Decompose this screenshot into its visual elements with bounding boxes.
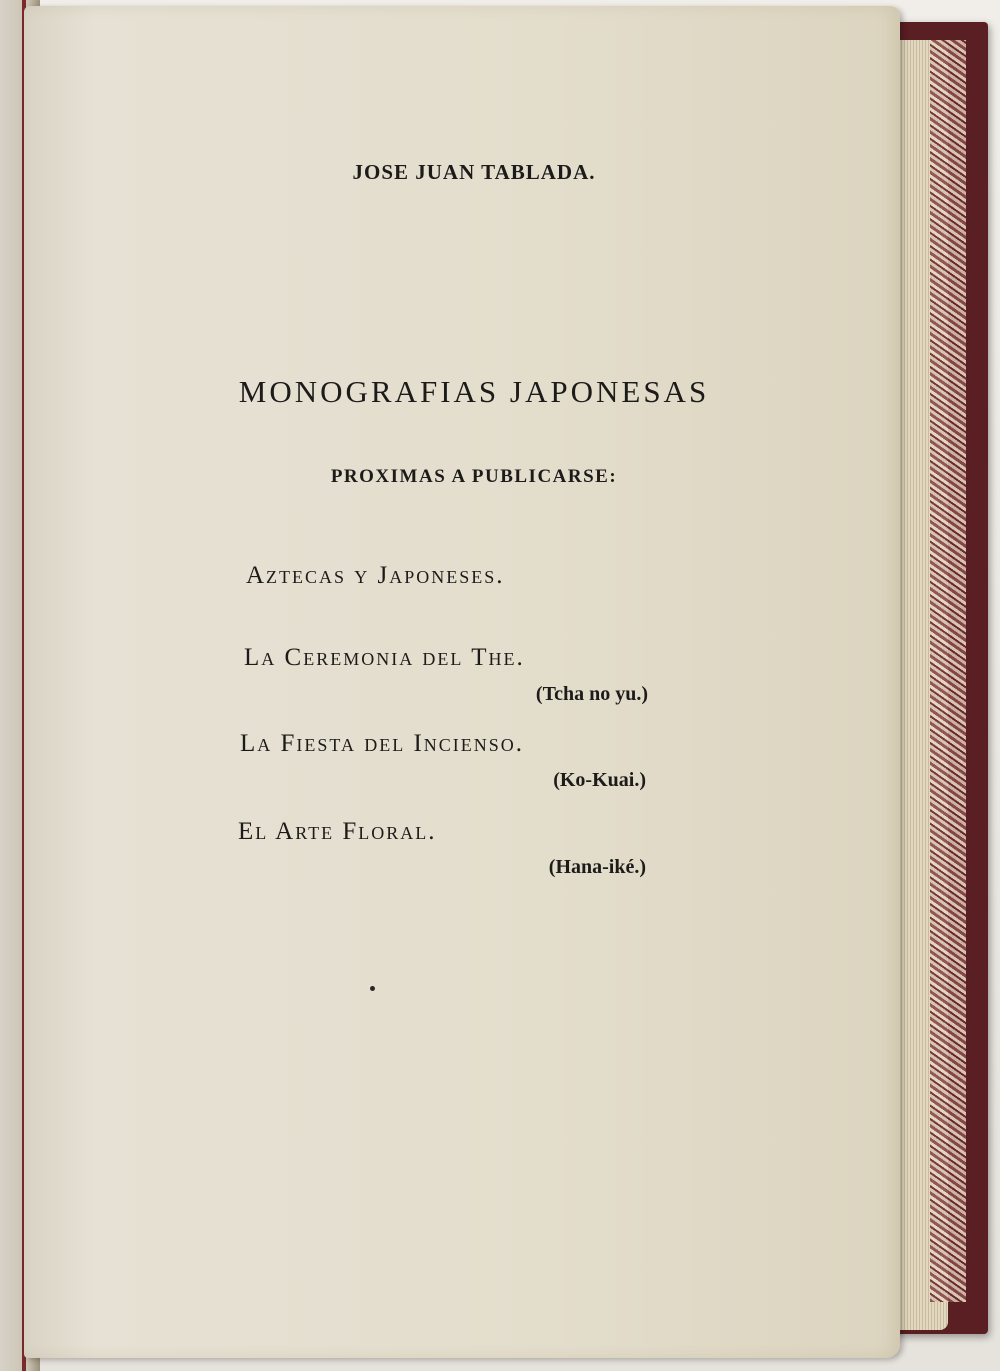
forthcoming-label: PROXIMAS A PUBLICARSE:: [330, 466, 618, 487]
book-page: [24, 6, 900, 1358]
ink-speck: [370, 986, 375, 991]
work-title-2: La Ceremonia del The.: [244, 644, 525, 671]
marbled-endpaper: [930, 40, 966, 1302]
work-subtitle-3: (Ko-Kuai.): [553, 769, 646, 791]
author-name: JOSE JUAN TABLADA.: [352, 160, 596, 184]
series-title: MONOGRAFIAS JAPONESAS: [238, 374, 710, 409]
work-subtitle-2: (Tcha no yu.): [535, 683, 648, 705]
work-title-1: Aztecas y Japoneses.: [246, 562, 505, 589]
work-title-3: La Fiesta del Incienso.: [240, 730, 525, 757]
work-subtitle-4: (Hana-iké.): [548, 856, 646, 878]
work-title-4: El Arte Floral.: [238, 818, 437, 845]
